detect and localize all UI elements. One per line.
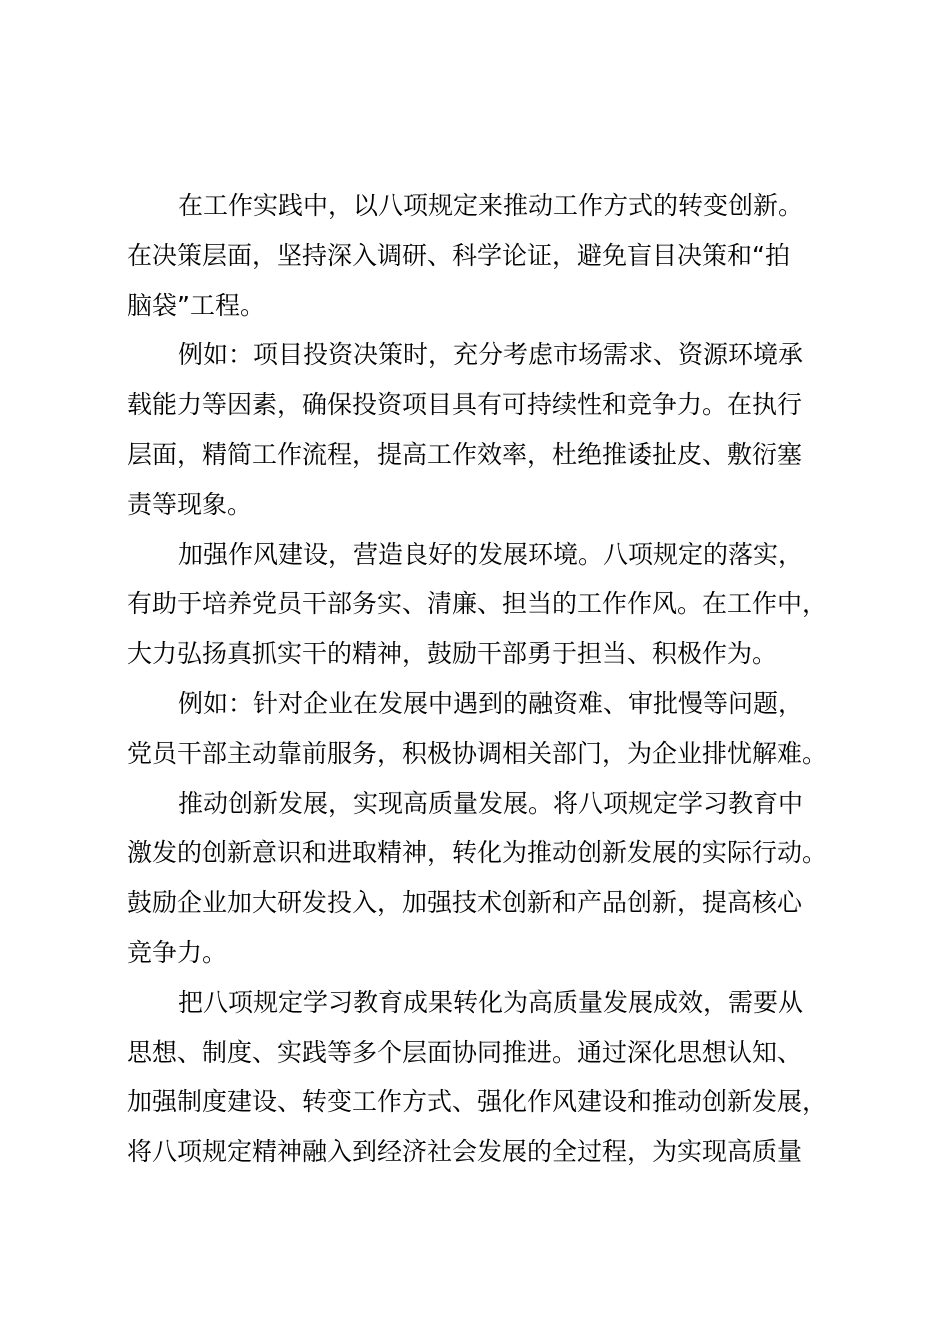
text-line: 加强作风建设，营造良好的发展环境。八项规定的落实， [178,539,804,569]
text-line: 例如：针对企业在发展中遇到的融资难、审批慢等问题， [178,688,804,718]
document-body [127,181,833,1177]
text-line: 在工作实践中，以八项规定来推动工作方式的转变创新。 [178,191,804,220]
text-line: 大力弘扬真抓实干的精神，鼓励干部勇于担当、积极作为。 [127,639,778,669]
text-line: 推动创新发展，实现高质量发展。将八项规定学习教育中 [178,788,804,818]
text-line: 例如：项目投资决策时，充分考虑市场需求、资源环境承 [178,340,804,370]
text-line: 脑袋”工程。 [127,290,265,320]
text-line: 鼓励企业加大研发投入，加强技术创新和产品创新，提高核心 [127,888,803,918]
text-line: 竞争力。 [127,937,228,967]
paragraph-work-style [127,530,833,679]
text-line: 思想、制度、实践等多个层面协同推进。通过深化思想认知、 [127,1037,803,1067]
paragraph-conclusion [127,978,833,1177]
text-line: 载能力等因素，确保投资项目具有可持续性和竞争力。在执行 [127,390,803,420]
text-line: 将八项规定精神融入到经济社会发展的全过程，为实现高质量 [127,1137,803,1167]
paragraph-example-investment [127,330,833,529]
paragraph-example-enterprise [127,679,833,779]
text-line: 在决策层面，坚持深入调研、科学论证，避免盲目决策和“拍 [127,240,790,270]
paragraph-work-practice [127,181,833,330]
text-line: 责等现象。 [127,489,253,519]
text-line: 加强制度建设、转变工作方式、强化作风建设和推动创新发展， [127,1087,828,1117]
text-line: 层面，精简工作流程，提高工作效率，杜绝推诿扯皮、敷衍塞 [127,439,803,469]
text-line: 把八项规定学习教育成果转化为高质量发展成效，需要从 [178,987,804,1017]
paragraph-innovation [127,779,833,978]
text-line: 有助于培养党员干部务实、清廉、担当的工作作风。在工作中， [127,589,828,619]
text-line: 激发的创新意识和进取精神，转化为推动创新发展的实际行动。 [127,838,828,868]
text-line: 党员干部主动靠前服务，积极协调相关部门，为企业排忧解难。 [127,738,828,768]
